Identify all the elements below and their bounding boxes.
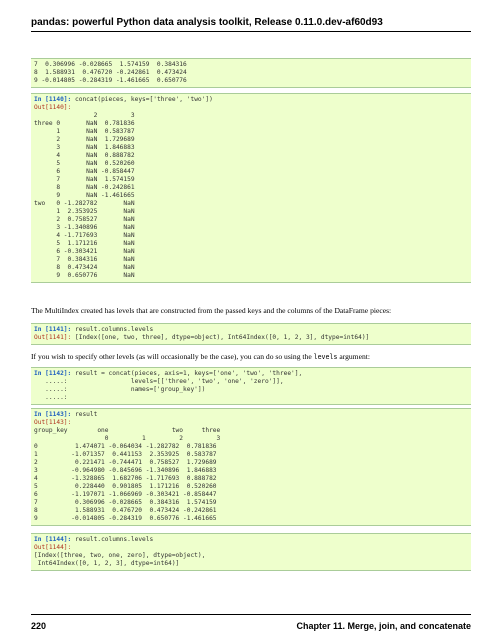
input-line <box>31 326 471 334</box>
code-line: 0 1 2 3 <box>34 435 221 442</box>
output-line <box>31 544 471 552</box>
paragraph-text: If you wish to specify other levels (as will occasionally be the case), you can do so using the <box>31 352 314 361</box>
chapter-title: Chapter 11. Merge, join, and concatenate <box>296 621 471 631</box>
code-line: 5 0.228440 0.901805 1.171216 0.520260 <box>34 483 217 490</box>
out-prompt: Out[1144]: <box>34 544 72 551</box>
in-prompt: In [1142]: <box>34 370 72 377</box>
page-number: 220 <box>31 621 47 631</box>
code-block-output-tail <box>31 58 471 88</box>
input-code: result.columns.levels <box>71 326 154 333</box>
continuation-line: .....: <box>34 394 68 401</box>
in-prompt: In [1141]: <box>34 326 72 333</box>
in-prompt: In [1143]: <box>34 411 72 418</box>
code-line: Int64Index([0, 1, 2, 3], dtype=int64)] <box>34 560 180 567</box>
code-line: 9 NaN -1.461665 <box>34 192 135 199</box>
out-prompt: Out[1141]: <box>34 334 72 341</box>
output-text: [Index([one, two, three], dtype=object), Int64Index([0, 1, 2, 3], dtype=int64)] <box>71 334 370 341</box>
input-line <box>31 411 471 419</box>
output-line <box>31 104 471 112</box>
code-line: 1 NaN 0.583787 <box>34 128 135 135</box>
header-rule <box>31 31 471 32</box>
code-line: 7 0.306996 -0.028665 0.384316 1.574159 <box>34 499 217 506</box>
in-prompt: In [1140]: <box>34 96 72 103</box>
code-line: 4 -1.328865 1.682706 -1.717693 0.888782 <box>34 475 217 482</box>
input-code: result.columns.levels <box>71 536 154 543</box>
continuation-line: .....: names=['group_key']) <box>34 386 206 393</box>
paragraph-levels <box>31 352 471 362</box>
code-line: 5 1.171216 NaN <box>34 240 135 247</box>
code-line: 7 0.306996 -0.028665 1.574159 0.384316 <box>34 61 187 68</box>
code-line: 8 1.588931 0.476720 -0.242861 0.473424 <box>34 69 187 76</box>
code-line: 7 NaN 1.574159 <box>34 176 135 183</box>
input-code: concat(pieces, keys=['three', 'two']) <box>71 96 213 103</box>
code-line: 9 -0.014805 -0.284319 -1.461665 0.650776 <box>34 77 187 84</box>
code-line: 8 1.588931 0.476720 0.473424 -0.242861 <box>34 507 217 514</box>
code-block-1144 <box>31 533 471 571</box>
code-line: 1 2.353925 NaN <box>34 208 135 215</box>
code-line: 3 -0.964980 -0.845696 -1.340896 1.846883 <box>34 467 217 474</box>
footer-rule <box>31 614 471 615</box>
out-prompt: Out[1140]: <box>34 104 72 111</box>
code-line: group_key one two three <box>34 427 221 434</box>
input-code: result = concat(pieces, axis=1, keys=['one', 'two', 'three'], <box>71 370 303 377</box>
continuation-line: .....: levels=[['three', 'two', 'one', 'zero']], <box>34 378 284 385</box>
running-header: pandas: powerful Python data analysis toolkit, Release 0.11.0.dev-af60d93 <box>31 17 383 28</box>
code-line: 3 -1.340896 NaN <box>34 224 135 231</box>
out-prompt: Out[1143]: <box>34 419 72 426</box>
code-line: 4 NaN 0.888782 <box>34 152 135 159</box>
input-code: result <box>71 411 98 418</box>
code-block-1142 <box>31 367 471 405</box>
code-line: 6 NaN -0.858447 <box>34 168 135 175</box>
code-line: 6 -1.197071 -1.066969 -0.303421 -0.858447 <box>34 491 217 498</box>
paragraph-multiindex: The MultiIndex created has levels that are constructed from the passed keys and the columns of the DataFrame pieces: <box>31 306 392 315</box>
code-line: 8 0.473424 NaN <box>34 264 135 271</box>
code-block-1141 <box>31 323 471 345</box>
code-line: three 0 NaN 0.781836 <box>34 120 135 127</box>
code-line: 2 0.758527 NaN <box>34 216 135 223</box>
paragraph-text: argument: <box>337 352 370 361</box>
code-line: 2 0.221471 -0.744471 0.758527 1.729689 <box>34 459 217 466</box>
code-line: [Index([three, two, one, zero], dtype=object), <box>34 552 206 559</box>
code-block-1140 <box>31 93 471 283</box>
input-line <box>31 96 471 104</box>
code-block-1143 <box>31 408 471 526</box>
code-line: 7 0.384316 NaN <box>34 256 135 263</box>
in-prompt: In [1144]: <box>34 536 72 543</box>
code-line: 9 -0.014805 -0.284319 0.650776 -1.461665 <box>34 515 217 522</box>
code-line: two 0 -1.282782 NaN <box>34 200 135 207</box>
code-line: 4 -1.717693 NaN <box>34 232 135 239</box>
code-line: 5 NaN 0.520260 <box>34 160 135 167</box>
input-line <box>31 370 471 378</box>
code-line: 3 NaN 1.846883 <box>34 144 135 151</box>
code-line: 8 NaN -0.242861 <box>34 184 135 191</box>
inline-code: levels <box>313 353 338 361</box>
code-line: 2 3 <box>34 112 135 119</box>
code-line: 0 1.474071 -0.064034 -1.282782 0.781836 <box>34 443 217 450</box>
output-line <box>31 419 471 427</box>
code-line: 2 NaN 1.729689 <box>34 136 135 143</box>
code-line: 6 -0.303421 NaN <box>34 248 135 255</box>
output-line <box>31 334 471 342</box>
input-line <box>31 536 471 544</box>
code-line: 1 -1.071357 0.441153 2.353925 0.583787 <box>34 451 217 458</box>
code-line: 9 0.650776 NaN <box>34 272 135 279</box>
